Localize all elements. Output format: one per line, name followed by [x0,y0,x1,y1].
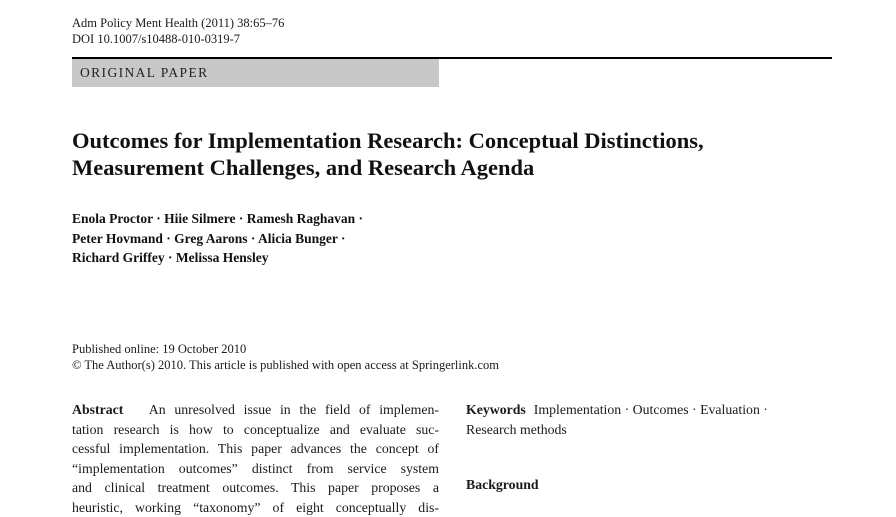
keywords-label: Keywords [466,402,526,417]
abstract-line: heuristic, working “taxonomy” of eight conceptually dis- [72,498,439,517]
journal-citation [72,15,284,47]
authors-line-1: Enola Proctor · Hiie Silmere · Ramesh Raghavan · [72,209,672,229]
abstract-label: Abstract [72,402,123,417]
keywords-line-1: Keywords Implementation · Outcomes · Evaluation · [466,400,832,420]
article-type-label: ORIGINAL PAPER [80,65,209,81]
journal-line: Adm Policy Ment Health (2011) 38:65–76 [72,15,284,31]
abstract-line: “implementation outcomes” distinct from service system [72,459,439,479]
authors-line-2: Peter Hovmand · Greg Aarons · Alicia Bunger · [72,229,672,249]
copyright-notice: © The Author(s) 2010. This article is published with open access at Springerlink.com [72,357,499,373]
title-line-1: Outcomes for Implementation Research: Conceptual Distinctions, [72,127,832,154]
abstract-line: and clinical treatment outcomes. This paper proposes a [72,478,439,498]
doi-line: DOI 10.1007/s10488-010-0319-7 [72,31,284,47]
title-line-2: Measurement Challenges, and Research Agenda [72,154,832,181]
abstract-line: Abstract An unresolved issue in the field of implemen- [72,400,439,420]
keywords-line-2: Research methods [466,420,832,440]
authors-line-3: Richard Griffey · Melissa Hensley [72,248,672,268]
keywords-block [466,400,832,439]
article-type-band [72,59,439,87]
published-date: Published online: 19 October 2010 [72,341,499,357]
background-heading: Background [466,477,539,493]
abstract-line: tation research is how to conceptualize and evaluate suc- [72,420,439,440]
abstract-block [72,400,439,517]
publication-info [72,341,499,373]
abstract-line: cessful implementation. This paper advances the concept of [72,439,439,459]
paper-title [72,127,832,181]
author-list [72,209,672,268]
